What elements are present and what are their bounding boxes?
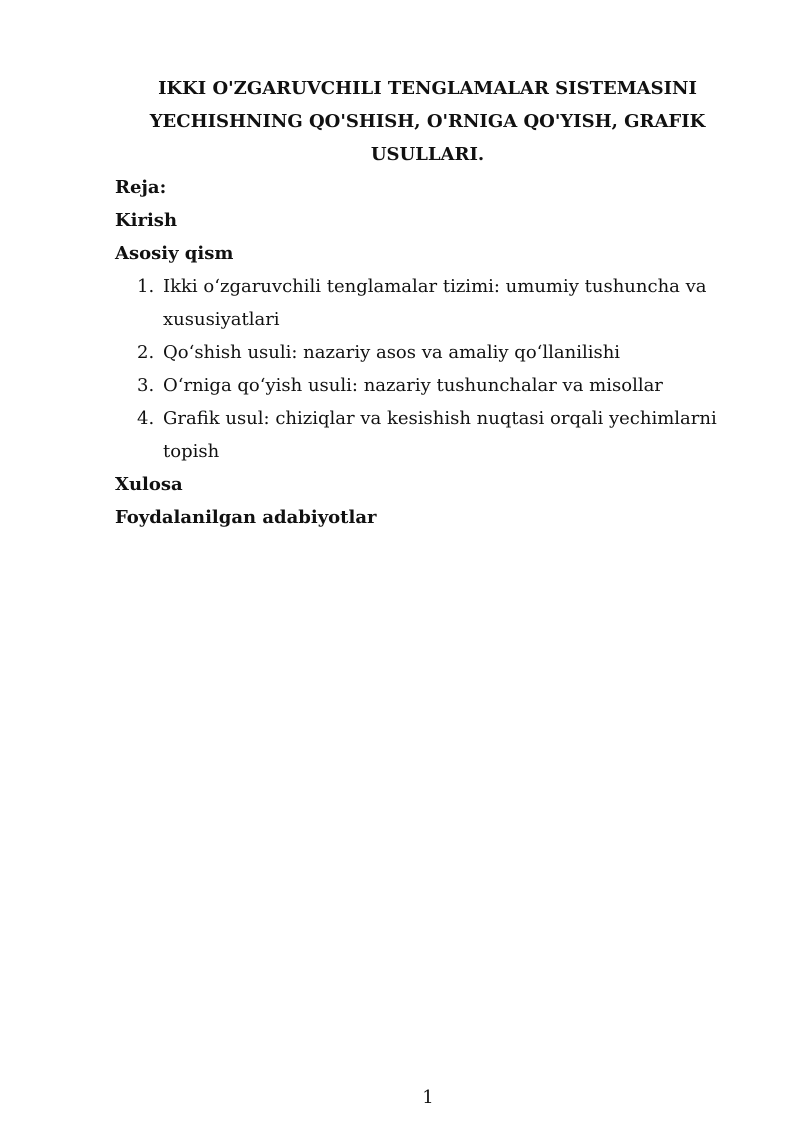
outline-item-text: Grafik usul: chiziqlar va kesishish nuqtasi orqali yechimlarni topish xyxy=(163,408,717,462)
conclusion-heading: Xulosa xyxy=(115,474,183,495)
page-number: 1 xyxy=(422,1087,434,1108)
document-body xyxy=(115,171,755,534)
title-line-3: USULLARI. xyxy=(370,144,485,165)
document-title xyxy=(115,72,740,171)
intro-heading: Kirish xyxy=(115,210,178,231)
outline-item-text: Oʻrniga qoʻyish usuli: nazariy tushunchalar va misollar xyxy=(163,375,663,396)
references-heading: Foydalanilgan adabiyotlar xyxy=(115,507,377,528)
outline-item xyxy=(115,369,755,402)
outline-item-text: Qoʻshish usuli: nazariy asos va amaliy qoʻllanilishi xyxy=(163,342,621,363)
outline-item xyxy=(115,270,755,336)
outline-item-text: Ikki oʻzgaruvchili tenglamalar tizimi: umumiy tushuncha va xususiyatlari xyxy=(163,276,707,330)
outline-item-number: 3. xyxy=(137,375,155,396)
outline-item-number: 1. xyxy=(137,276,155,297)
title-line-2: YECHISHNING QO'SHISH, O'RNIGA QO'YISH, GRAFIK xyxy=(149,111,706,132)
plan-heading: Reja: xyxy=(115,177,167,198)
outline-list xyxy=(115,270,755,468)
main-part-heading: Asosiy qism xyxy=(115,243,234,264)
outline-item-number: 2. xyxy=(137,342,155,363)
outline-item-number: 4. xyxy=(137,408,155,429)
outline-item xyxy=(115,336,755,369)
outline-item xyxy=(115,402,755,468)
title-line-1: IKKI O'ZGARUVCHILI TENGLAMALAR SISTEMASINI xyxy=(158,78,697,99)
